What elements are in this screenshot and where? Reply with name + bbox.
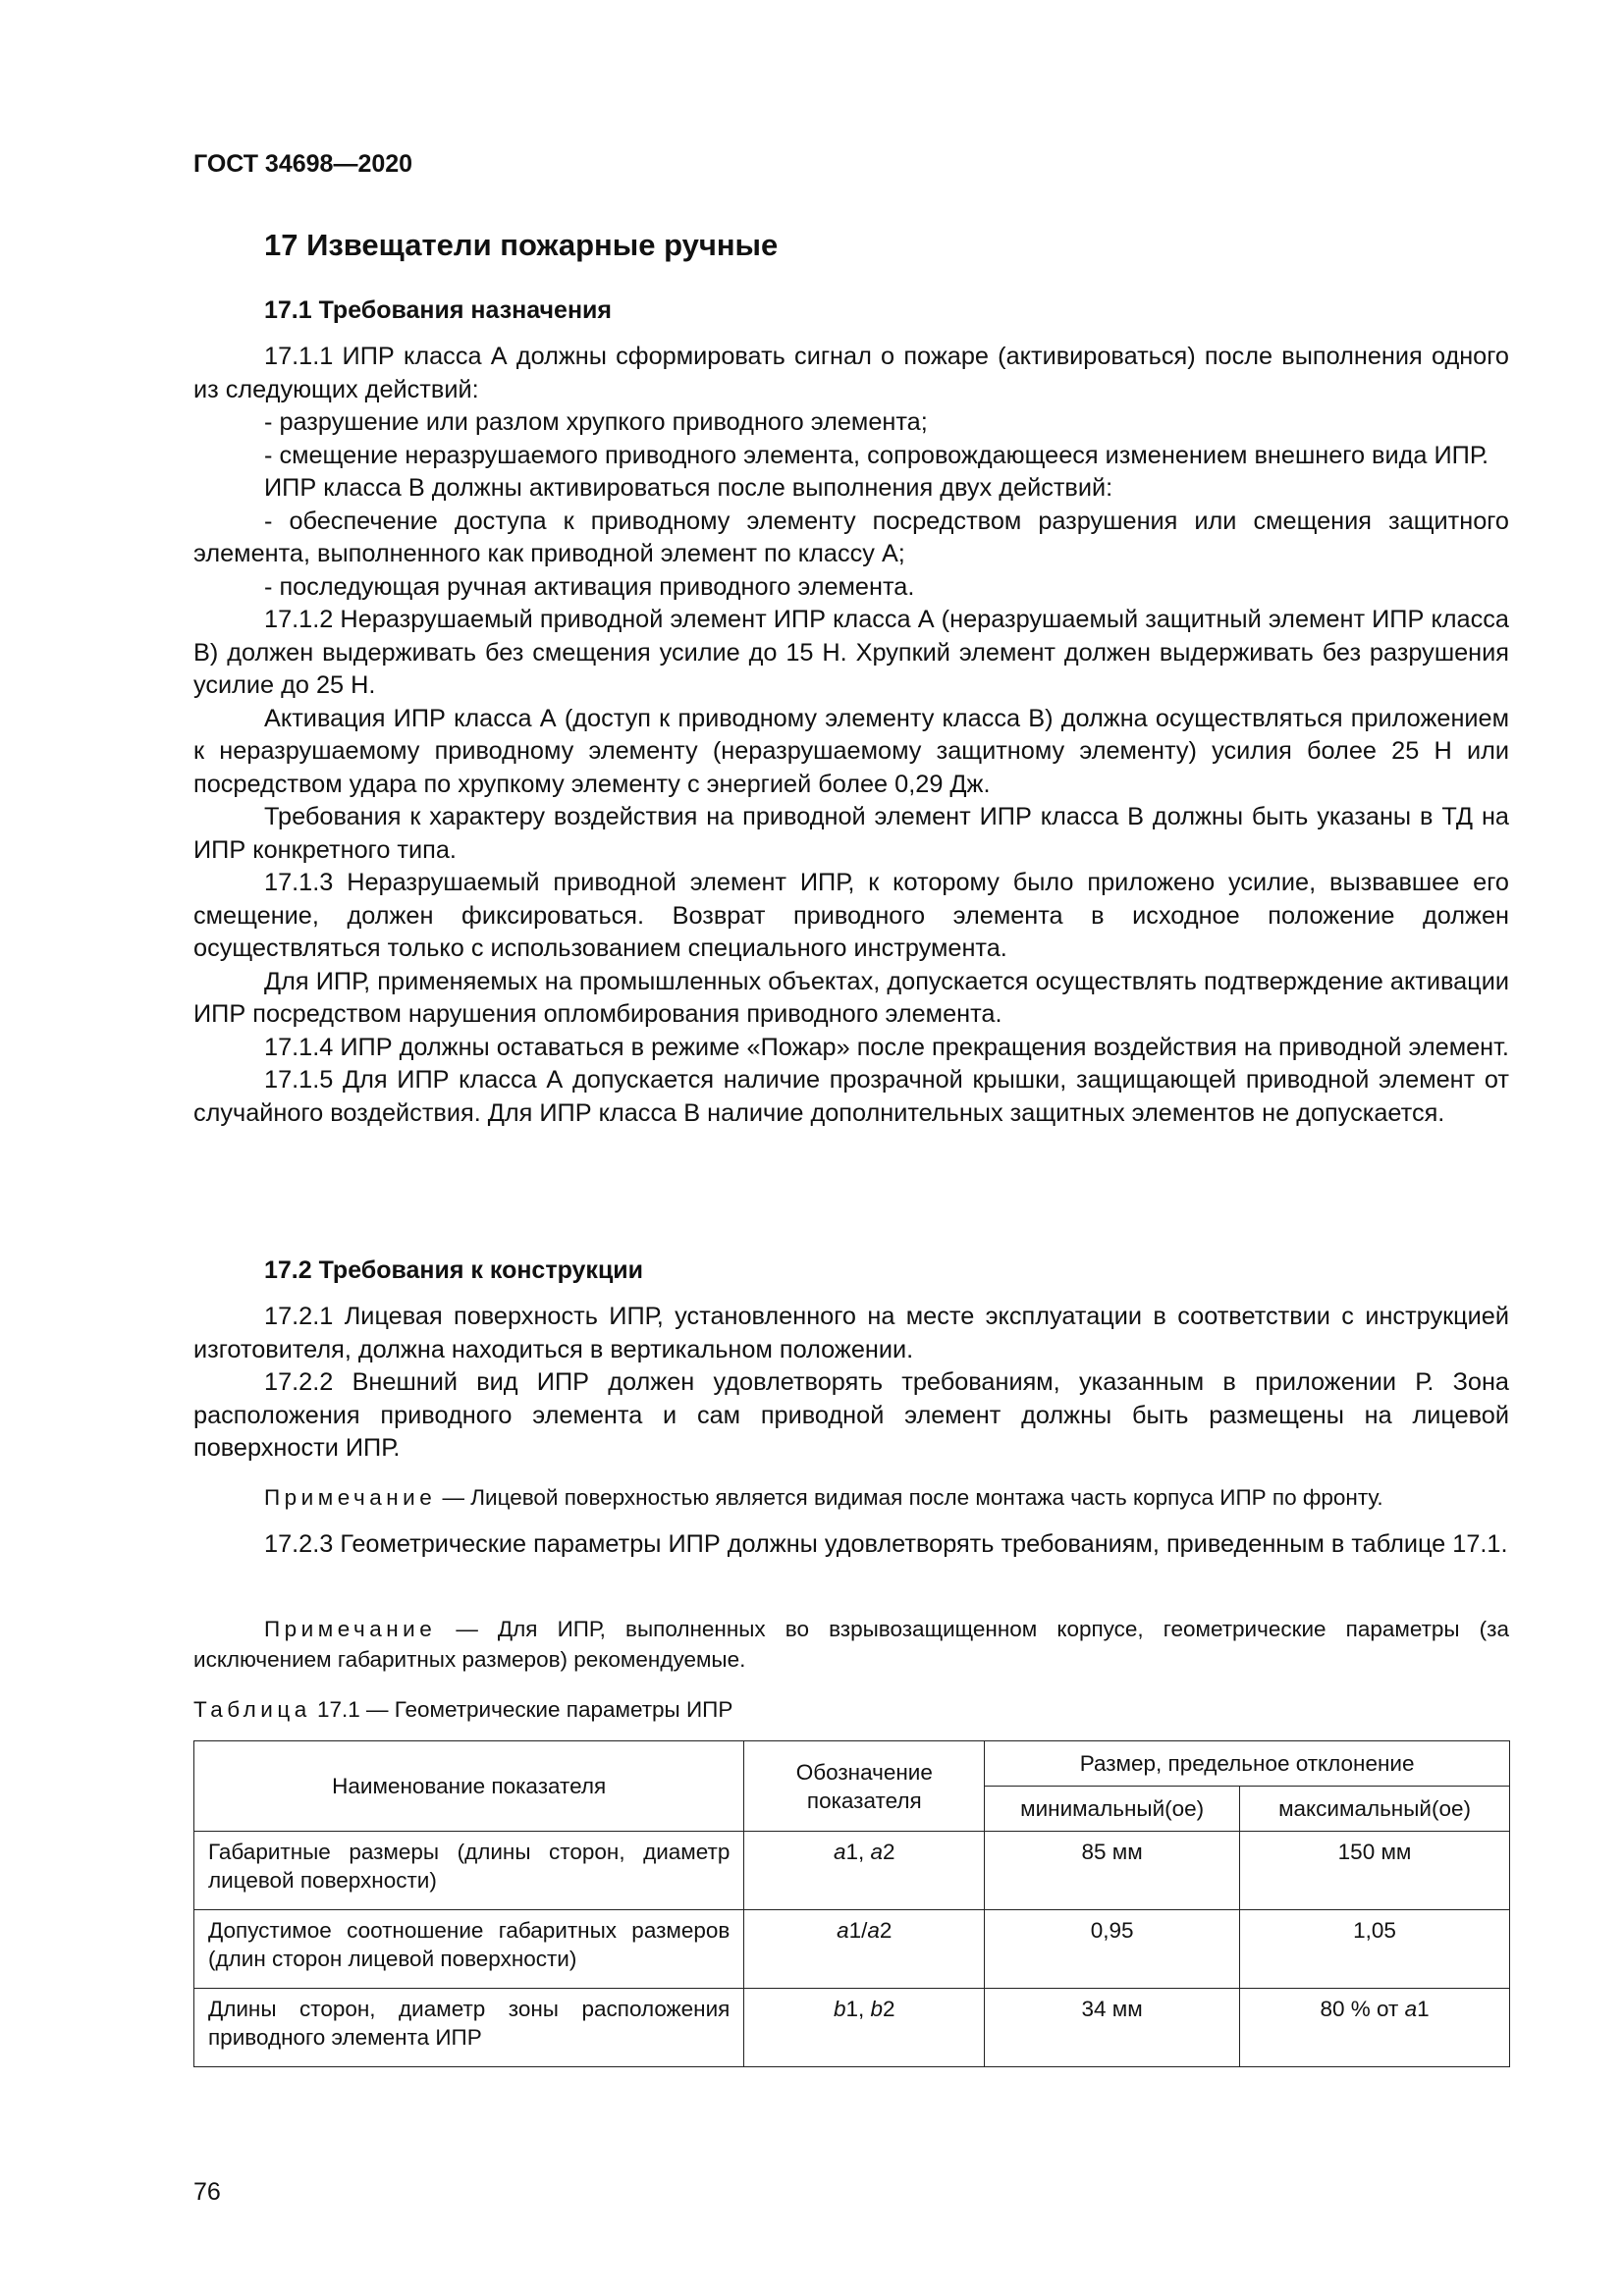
cell-symbol: a1, a2 xyxy=(744,1832,985,1910)
header-max: максимальный(ое) xyxy=(1240,1787,1510,1832)
cell-name: Допустимое соотношение габаритных размеров (длин сторон лицевой поверхности) xyxy=(194,1910,744,1989)
table-caption-label: Таблица xyxy=(193,1697,311,1722)
cell-symbol: b1, b2 xyxy=(744,1989,985,2067)
note-2 xyxy=(193,1614,1509,1675)
cell-min: 0,95 xyxy=(985,1910,1240,1989)
paragraph: 17.2.2 Внешний вид ИПР должен удовлетворять требованиям, указанным в приложении Р. Зона расположения приводного элемента и сам приводной элемент должны быть размещены на лицевой поверхности ИПР. xyxy=(193,1368,1509,1462)
note-text: — Для ИПР, выполненных во взрывозащищенном корпусе, геометрические параметры (за исключением габаритных размеров) рекомендуемые. xyxy=(193,1617,1509,1672)
paragraph: 17.1.4 ИПР должны оставаться в режиме «Пожар» после прекращения воздействия на приводной элемент. xyxy=(264,1033,1509,1061)
list-item: - обеспечение доступа к приводному элементу посредством разрушения или смещения защитного элемента, выполненного как приводной элемент по классу А; xyxy=(193,507,1509,567)
subsection-title-17-1: 17.1 Требования назначения xyxy=(264,296,613,324)
section-title: 17 Извещатели пожарные ручные xyxy=(264,228,779,262)
header-min: минимальный(ое) xyxy=(985,1787,1240,1832)
cell-name: Габаритные размеры (длины сторон, диаметр лицевой поверхности) xyxy=(194,1832,744,1910)
paragraph: ИПР класса В должны активироваться после выполнения двух действий: xyxy=(264,474,1113,502)
list-item: - последующая ручная активация приводного элемента. xyxy=(264,572,915,601)
cell-name: Длины сторон, диаметр зоны расположения приводного элемента ИПР xyxy=(194,1989,744,2067)
subsection-title-17-2: 17.2 Требования к конструкции xyxy=(264,1256,644,1284)
paragraph: Требования к характеру воздействия на приводной элемент ИПР класса В должны быть указаны в ТД на ИПР конкретного типа. xyxy=(193,803,1509,864)
table-caption xyxy=(193,1697,732,1723)
cell-max: 150 мм xyxy=(1240,1832,1510,1910)
paragraph: Активация ИПР класса А (доступ к приводному элементу класса В) должна осуществляться приложением к неразрушаемому приводному элементу (неразрушаемому защитному элементу) усилия более 25 Н или посредством удара по хрупкому элементу с энергией более 0,29 Дж. xyxy=(193,704,1509,798)
header-size: Размер, предельное отклонение xyxy=(985,1741,1510,1787)
paragraph: 17.2.1 Лицевая поверхность ИПР, установленного на месте эксплуатации в соответствии с инструкцией изготовителя, должна находиться в вертикальном положении. xyxy=(193,1303,1509,1363)
paragraph: 17.1.5 Для ИПР класса А допускается наличие прозрачной крышки, защищающей приводной элемент от случайного воздействия. Для ИПР класса В наличие дополнительных защитных элементов не допускается. xyxy=(193,1066,1509,1127)
list-item: - разрушение или разлом хрупкого приводного элемента; xyxy=(264,408,928,436)
note-label: Примечание xyxy=(264,1485,437,1510)
note-label: Примечание xyxy=(264,1617,437,1641)
paragraph: 17.1.1 ИПР класса А должны сформировать сигнал о пожаре (активироваться) после выполнения одного из следующих действий: xyxy=(193,343,1509,403)
cell-symbol: a1/a2 xyxy=(744,1910,985,1989)
table-row xyxy=(194,1989,1510,2067)
subsection-17-1-body xyxy=(193,341,1509,1130)
header-symbol: Обозначение показателя xyxy=(744,1741,985,1832)
table-caption-text: 17.1 — Геометрические параметры ИПР xyxy=(310,1697,733,1722)
list-item: - смещение неразрушаемого приводного элемента, сопровождающееся изменением внешнего вида ИПР. xyxy=(264,441,1489,469)
paragraph: 17.2.3 Геометрические параметры ИПР должны удовлетворять требованиям, приведенным в таблице 17.1. xyxy=(264,1530,1508,1558)
note-text: — Лицевой поверхностью является видимая после монтажа часть корпуса ИПР по фронту. xyxy=(436,1485,1383,1510)
cell-min: 34 мм xyxy=(985,1989,1240,2067)
cell-min: 85 мм xyxy=(985,1832,1240,1910)
subsection-17-2-body-a xyxy=(193,1301,1509,1466)
cell-max: 1,05 xyxy=(1240,1910,1510,1989)
table-row xyxy=(194,1832,1510,1910)
cell-max: 80 % от a1 xyxy=(1240,1989,1510,2067)
paragraph: Для ИПР, применяемых на промышленных объектах, допускается осуществлять подтверждение активации ИПР посредством нарушения опломбирования приводного элемента. xyxy=(193,967,1509,1028)
geometric-parameters-table xyxy=(193,1740,1510,2067)
page-number: 76 xyxy=(193,2178,221,2206)
note-1 xyxy=(193,1482,1509,1513)
header-name: Наименование показателя xyxy=(194,1741,744,1832)
subsection-17-2-body-b xyxy=(193,1528,1509,1562)
document-header: ГОСТ 34698—2020 xyxy=(193,150,413,178)
paragraph: 17.1.2 Неразрушаемый приводной элемент ИПР класса А (неразрушаемый защитный элемент ИПР класса В) должен выдерживать без смещения усилие до 15 Н. Хрупкий элемент должен выдерживать без разрушения усилие до 25 Н. xyxy=(193,606,1509,699)
table-row xyxy=(194,1910,1510,1989)
paragraph: 17.1.3 Неразрушаемый приводной элемент ИПР, к которому было приложено усилие, вызвавшее его смещение, должен фиксироваться. Возврат приводного элемента в исходное положение должен осуществляться только с использованием специального инструмента. xyxy=(193,869,1509,962)
